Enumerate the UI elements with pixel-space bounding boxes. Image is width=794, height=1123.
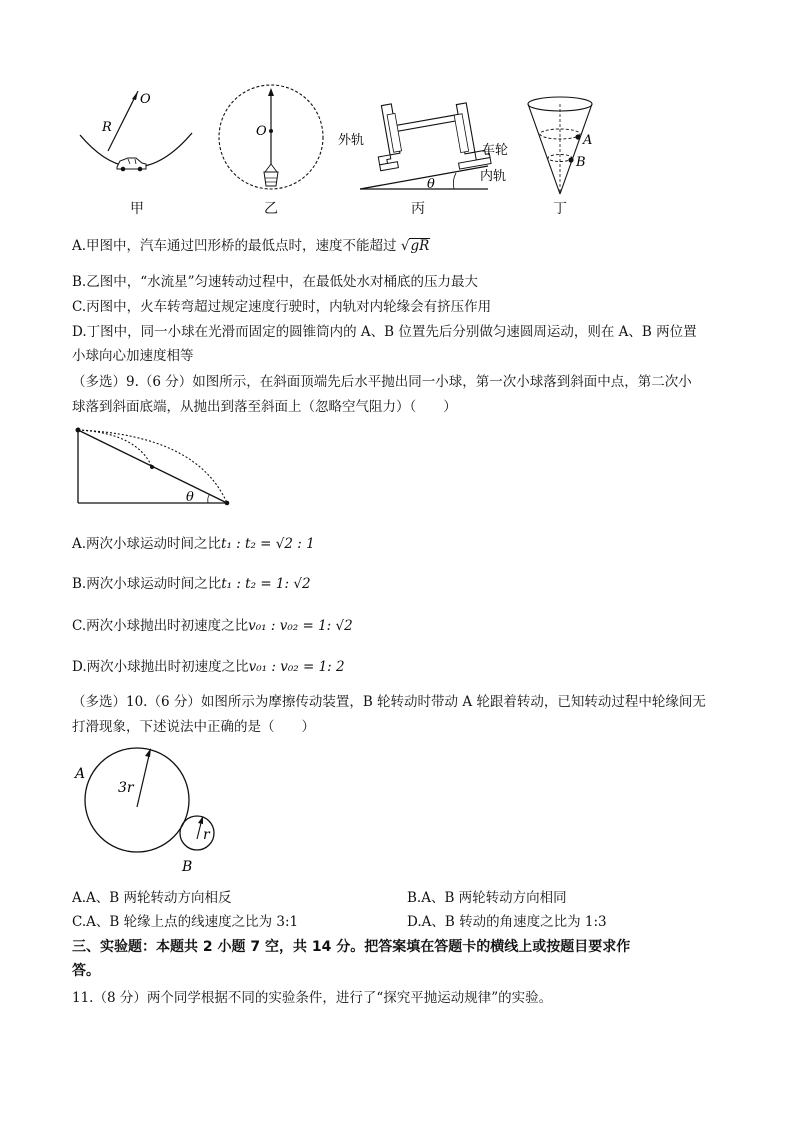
label-R: R — [102, 120, 112, 135]
section-3-heading-line2: 答。 — [72, 963, 100, 979]
label-B: B — [576, 155, 586, 170]
figure-q9-incline — [72, 425, 234, 510]
label-r: r — [203, 827, 210, 843]
q10-stem-line1: （多选）10.（6 分）如图所示为摩擦传动装置，B 轮转动时带动 A 轮跟着转动，已知转动过程中轮缘间无 — [72, 694, 706, 710]
q9-stem-line2: 球落到斜面底端，从抛出到落至斜面上（忽略空气阻力）（ ） — [72, 399, 457, 415]
bucket-icon — [264, 164, 278, 186]
label-theta: θ — [186, 490, 194, 505]
q9-stem-line1: （多选）9.（6 分）如图所示，在斜面顶端先后水平抛出同一小球，第一次小球落到斜面中点，第二次小 — [72, 374, 692, 390]
q10-option-B: B.A、B 两轮转动方向相同 — [407, 890, 567, 906]
q8-option-C: C.丙图中，火车转弯超过规定速度行驶时，内轨对内轮缘会有挤压作用 — [72, 299, 492, 315]
caption-yi: 乙 — [264, 201, 278, 217]
q8-option-D-line1: D.丁图中，同一小球在光滑而固定的圆锥筒内的 A、B 位置先后分别做匀速圆周运动，则在 A、B 两位置 — [72, 324, 697, 340]
q9-option-C: C.两次小球抛出时初速度之比v₀₁ : v₀₂ = 1: √2 — [72, 618, 353, 634]
caption-jia: 甲 — [130, 201, 144, 217]
car-icon — [117, 158, 146, 171]
label-theta: θ — [427, 177, 435, 192]
section-3-heading-line1: 三、实验题：本题共 2 小题 7 空，共 14 分。把答案填在答题卡的横线上或按题目要求作 — [72, 939, 631, 955]
q11-stem: 11.（8 分）两个同学根据不同的实验条件，进行了“探究平抛运动规律”的实验。 — [72, 990, 553, 1006]
q10-option-C: C.A、B 轮缘上点的线速度之比为 3:1 — [72, 914, 299, 930]
sqrt-gR: gR — [410, 238, 430, 254]
label-B: B — [182, 859, 193, 875]
label-A: A — [583, 133, 593, 148]
q10-option-A: A.A、B 两轮转动方向相反 — [72, 890, 232, 906]
label-A: A — [75, 766, 86, 782]
q8-option-B: B.乙图中，“水流星”匀速转动过程中，在最低处水对桶底的压力最大 — [72, 274, 479, 290]
label-outer-rail: 外轨 — [338, 133, 365, 148]
q8-option-D-line2: 小球向心加速度相等 — [72, 348, 194, 364]
caption-ding: 丁 — [553, 201, 567, 217]
q8-option-A: A.甲图中，汽车通过凹形桥的最低点时，速度不能超过 √gR — [72, 238, 430, 254]
label-O: O — [140, 92, 151, 107]
figure-ding — [518, 92, 608, 197]
label-wheel: 车轮 — [482, 143, 509, 158]
figure-yi — [212, 82, 332, 192]
q10-stem-line2: 打滑现象，下述说法中正确的是（ ） — [72, 719, 315, 735]
label-inner-rail: 内轨 — [480, 169, 507, 184]
q9-option-B: B.两次小球运动时间之比t₁ : t₂ = 1: √2 — [72, 576, 311, 592]
figure-jia — [72, 85, 202, 190]
label-O: O — [256, 124, 267, 139]
label-3r: 3r — [118, 780, 134, 796]
q9-option-A: A.两次小球运动时间之比t₁ : t₂ = √2 : 1 — [72, 536, 315, 552]
caption-bing: 丙 — [411, 201, 425, 217]
q10-option-D: D.A、B 转动的角速度之比为 1:3 — [407, 914, 607, 930]
figure-bing — [338, 92, 509, 196]
q9-option-D: D.两次小球抛出时初速度之比v₀₁ : v₀₂ = 1: 2 — [72, 659, 345, 675]
figure-q10-wheels — [72, 745, 222, 875]
